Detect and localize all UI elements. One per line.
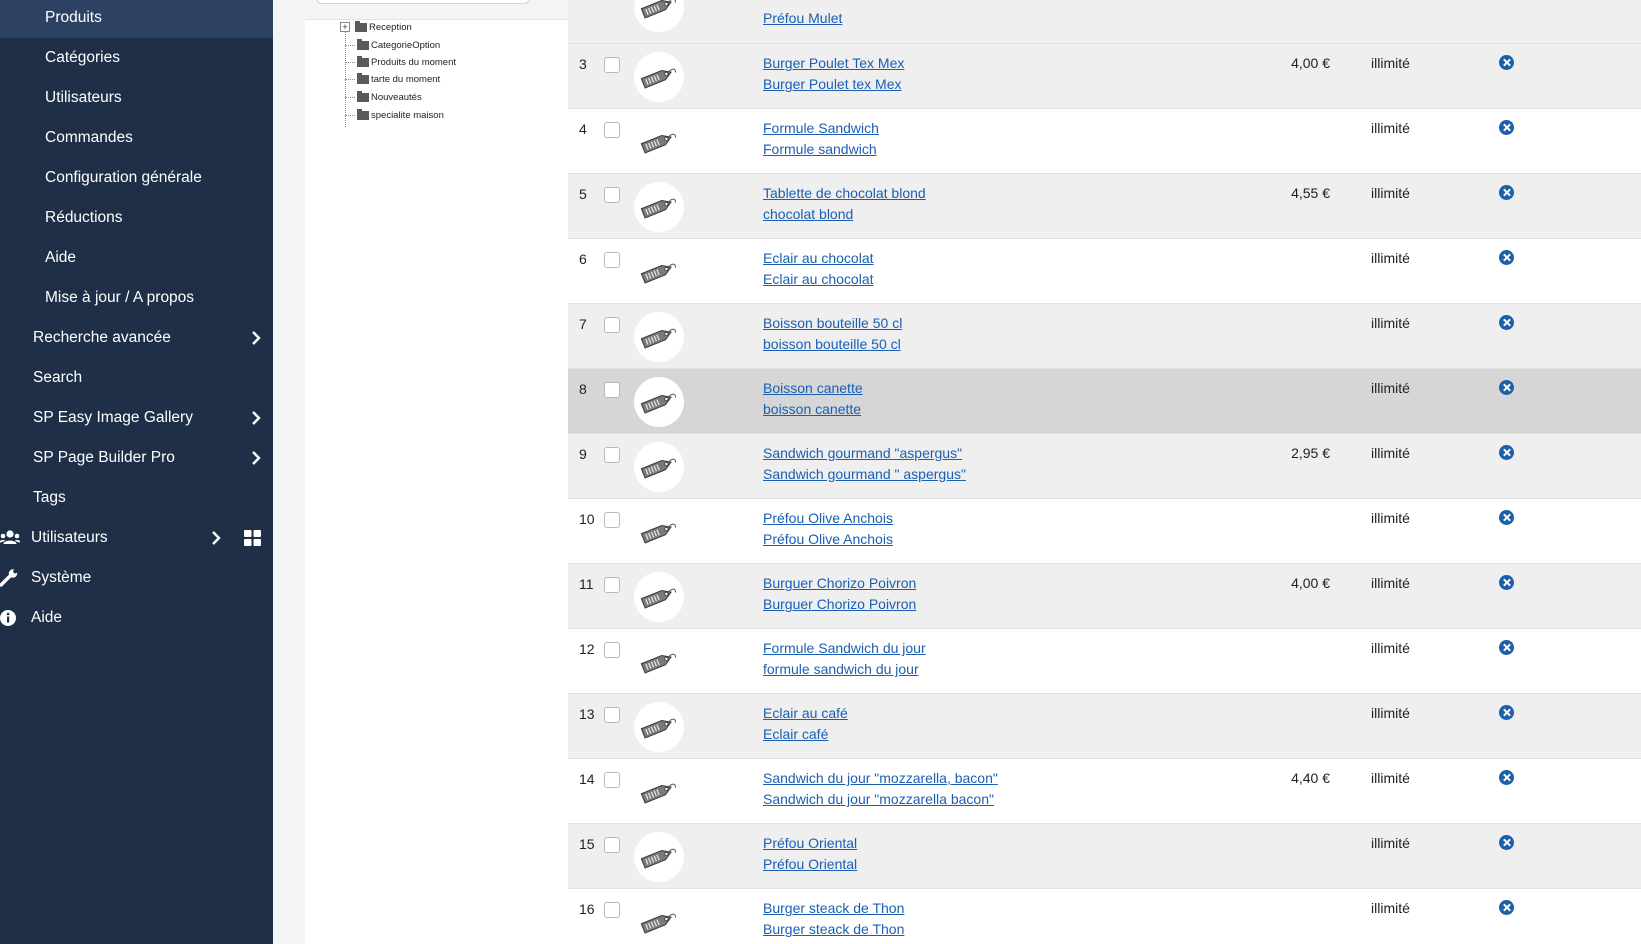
sidebar-section-label: Aide (31, 609, 63, 626)
product-name-link[interactable]: Préfou Oriental (763, 835, 858, 851)
table-row (568, 434, 1641, 499)
delete-icon[interactable] (1499, 900, 1514, 915)
row-checkbox[interactable] (604, 317, 620, 333)
row-checkbox[interactable] (604, 382, 620, 398)
tree-connector (345, 115, 355, 116)
folder-icon (357, 111, 369, 120)
product-name-link[interactable]: Tablette de chocolat blond (763, 185, 926, 201)
row-checkbox[interactable] (604, 837, 620, 853)
tree-item-label: Produits du moment (371, 56, 457, 68)
table-row (568, 824, 1641, 889)
chevron-right-icon (251, 410, 261, 426)
tree-connector (345, 79, 355, 80)
tree-item-reception[interactable] (335, 18, 412, 36)
row-checkbox[interactable] (604, 57, 620, 73)
wrench-icon (0, 569, 20, 587)
product-alias-link[interactable]: Burger steack de Thon (763, 921, 905, 937)
delete-icon[interactable] (1499, 250, 1514, 265)
main-area (273, 0, 1641, 944)
sidebar-item-reductions[interactable] (0, 198, 273, 238)
sidebar-item-label: Catégories (45, 49, 120, 66)
product-stock: illimité (1371, 510, 1410, 526)
product-name-link[interactable]: Sandwich du jour "mozzarella, bacon" (763, 770, 998, 786)
price-tag-icon (638, 0, 680, 21)
row-checkbox[interactable] (604, 512, 620, 528)
row-number: 15 (579, 836, 595, 852)
sidebar-section-label: Système (31, 569, 92, 586)
product-price: 4,00 € (1291, 575, 1330, 591)
price-tag-icon (638, 843, 680, 871)
product-alias-link[interactable]: Eclair café (763, 726, 829, 742)
delete-icon[interactable] (1499, 770, 1514, 785)
row-number: 5 (579, 186, 587, 202)
table-row (568, 564, 1641, 629)
product-thumbnail[interactable] (634, 832, 684, 882)
product-name-link[interactable]: Préfou Mulet (763, 10, 843, 26)
delete-icon[interactable] (1499, 185, 1514, 200)
product-name-link[interactable]: Eclair au chocolat (763, 250, 874, 266)
tree-connector (345, 45, 355, 46)
row-checkbox[interactable] (604, 122, 620, 138)
product-stock: illimité (1371, 575, 1410, 591)
search-input[interactable] (317, 0, 529, 4)
delete-icon[interactable] (1499, 55, 1514, 70)
table-row (568, 44, 1641, 109)
product-alias-link[interactable]: formule sandwich du jour (763, 661, 919, 677)
table-row (568, 239, 1641, 304)
table-row (568, 889, 1641, 944)
product-stock: illimité (1371, 55, 1410, 71)
product-name-link[interactable]: Formule Sandwich (763, 120, 879, 136)
product-alias-link[interactable]: Eclair au chocolat (763, 271, 874, 287)
delete-icon[interactable] (1499, 835, 1514, 850)
tree-item-tarte-du-moment[interactable] (335, 70, 440, 88)
sidebar-section-systeme[interactable] (0, 558, 273, 598)
sidebar-item-label: SP Easy Image Gallery (33, 409, 193, 426)
product-name-link[interactable]: Formule Sandwich du jour (763, 640, 926, 656)
product-alias-link[interactable]: Burguer Chorizo Poivron (763, 596, 917, 612)
sidebar-item-commandes[interactable] (0, 118, 273, 158)
product-name-link[interactable]: Préfou Olive Anchois (763, 510, 893, 526)
product-thumbnail[interactable] (634, 377, 684, 427)
sidebar-section-label: Utilisateurs (31, 529, 108, 546)
product-stock: illimité (1371, 250, 1410, 266)
sidebar-item-label: Configuration générale (45, 169, 202, 186)
product-price: 4,00 € (1291, 55, 1330, 71)
info-icon (0, 609, 20, 627)
chevron-right-icon (251, 450, 261, 466)
product-thumbnail[interactable] (634, 507, 684, 557)
sidebar-item-aide-sub[interactable] (0, 238, 273, 278)
price-tag-icon (638, 388, 680, 416)
sidebar-item-mise-a-jour[interactable] (0, 278, 273, 318)
price-tag-icon (638, 648, 680, 676)
price-tag-icon (638, 713, 680, 741)
product-thumbnail[interactable] (634, 897, 684, 944)
tree-item-categorieoption[interactable] (335, 36, 440, 54)
sidebar-item-produits[interactable] (0, 0, 273, 38)
sidebar-item-label: Tags (33, 489, 66, 506)
row-checkbox[interactable] (604, 707, 620, 723)
delete-icon[interactable] (1499, 575, 1514, 590)
tree-item-nouveautes[interactable] (335, 88, 422, 106)
table-row (568, 499, 1641, 564)
folder-icon (357, 58, 369, 67)
table-row (568, 759, 1641, 824)
row-checkbox[interactable] (604, 772, 620, 788)
expand-icon[interactable]: + (340, 22, 350, 32)
delete-icon[interactable] (1499, 510, 1514, 525)
row-checkbox[interactable] (604, 642, 620, 658)
price-tag-icon (638, 323, 680, 351)
product-thumbnail[interactable] (634, 702, 684, 752)
row-checkbox[interactable] (604, 252, 620, 268)
product-thumbnail[interactable] (634, 767, 684, 817)
sidebar-item-categories[interactable] (0, 38, 273, 78)
sidebar-item-utilisateurs[interactable] (0, 78, 273, 118)
table-row (568, 0, 1641, 44)
product-stock: illimité (1371, 120, 1410, 136)
product-thumbnail[interactable] (634, 182, 684, 232)
price-tag-icon (638, 778, 680, 806)
sidebar-item-search[interactable] (0, 358, 273, 398)
product-name-link[interactable]: Boisson canette (763, 380, 863, 396)
sidebar-item-label: Mise à jour / A propos (45, 289, 195, 306)
product-name-link[interactable]: Burger Poulet Tex Mex (763, 55, 905, 71)
product-thumbnail[interactable] (634, 52, 684, 102)
chevron-right-icon (211, 530, 221, 546)
table-row (568, 109, 1641, 174)
product-thumbnail[interactable] (634, 442, 684, 492)
product-alias-link[interactable]: Sandwich du jour "mozzarella bacon" (763, 791, 994, 807)
delete-icon[interactable] (1499, 445, 1514, 460)
sidebar-item-tags[interactable] (0, 478, 273, 518)
product-stock: illimité (1371, 900, 1410, 916)
row-checkbox[interactable] (604, 577, 620, 593)
price-tag-icon (638, 453, 680, 481)
delete-icon[interactable] (1499, 640, 1514, 655)
delete-icon[interactable] (1499, 120, 1514, 135)
row-number: 8 (579, 381, 587, 397)
product-name-link[interactable]: Boisson bouteille 50 cl (763, 315, 903, 331)
row-number: 14 (579, 771, 595, 787)
row-number: 6 (579, 251, 587, 267)
table-row (568, 304, 1641, 369)
product-name-link[interactable]: Burger steack de Thon (763, 900, 905, 916)
sidebar-item-label: Recherche avancée (33, 329, 171, 346)
row-number: 10 (579, 511, 595, 527)
product-name-link[interactable]: Burguer Chorizo Poivron (763, 575, 917, 591)
row-number: 9 (579, 446, 587, 462)
row-checkbox[interactable] (604, 902, 620, 918)
product-stock: illimité (1371, 835, 1410, 851)
table-row (568, 369, 1641, 434)
sidebar-section-utilisateurs[interactable] (0, 518, 273, 558)
product-stock: illimité (1371, 640, 1410, 656)
folder-icon (357, 75, 369, 84)
tree-item-specialite-maison[interactable] (335, 106, 444, 124)
sidebar-item-sp-page-builder-pro[interactable] (0, 438, 273, 478)
product-price: 4,40 € (1291, 770, 1330, 786)
tree-item-label: Nouveautés (371, 91, 422, 103)
product-stock: illimité (1371, 705, 1410, 721)
folder-icon (357, 41, 369, 50)
sidebar-item-configuration[interactable] (0, 158, 273, 198)
tree-item-produits-du-moment[interactable] (335, 53, 456, 71)
product-thumbnail[interactable] (634, 117, 684, 167)
users-icon (0, 529, 20, 547)
delete-icon[interactable] (1499, 380, 1514, 395)
row-number: 13 (579, 706, 595, 722)
delete-icon[interactable] (1499, 315, 1514, 330)
sidebar-item-label: Produits (45, 9, 102, 26)
price-tag-icon (638, 908, 680, 936)
product-alias-link[interactable]: Burger Poulet tex Mex (763, 76, 902, 92)
product-alias-link[interactable]: Préfou Oriental (763, 856, 858, 872)
product-thumbnail[interactable] (634, 247, 684, 297)
price-tag-icon (638, 128, 680, 156)
sidebar (0, 0, 273, 944)
sidebar-item-sp-easy-image-gallery[interactable] (0, 398, 273, 438)
sidebar-item-label: Search (33, 369, 83, 386)
row-checkbox[interactable] (604, 447, 620, 463)
price-tag-icon (638, 518, 680, 546)
sidebar-item-recherche-avancee[interactable] (0, 318, 273, 358)
product-name-link[interactable]: Eclair au café (763, 705, 848, 721)
tree-connector (345, 97, 355, 98)
product-price: 2,95 € (1291, 445, 1330, 461)
price-tag-icon (638, 258, 680, 286)
product-stock: illimité (1371, 770, 1410, 786)
sidebar-item-label: Réductions (45, 209, 123, 226)
product-stock: illimité (1371, 380, 1410, 396)
sidebar-section-aide[interactable] (0, 598, 273, 638)
product-thumbnail[interactable] (634, 637, 684, 687)
product-name-link[interactable]: Sandwich gourmand "aspergus" (763, 445, 963, 461)
product-alias-link[interactable]: Formule sandwich (763, 141, 877, 157)
product-alias-link[interactable]: Préfou Olive Anchois (763, 531, 893, 547)
sidebar-item-label: Aide (45, 249, 77, 266)
product-stock: illimité (1371, 445, 1410, 461)
product-alias-link[interactable]: Sandwich gourmand " aspergus" (763, 466, 966, 482)
table-row (568, 694, 1641, 759)
table-row (568, 629, 1641, 694)
sidebar-item-label: Commandes (45, 129, 133, 146)
dashboard-grid-icon[interactable] (244, 530, 261, 546)
tree-item-label: Reception (369, 21, 412, 33)
product-stock: illimité (1371, 315, 1410, 331)
row-number: 12 (579, 641, 595, 657)
folder-icon (357, 93, 369, 102)
table-row (568, 174, 1641, 239)
row-number: 11 (579, 576, 594, 592)
product-thumbnail[interactable] (634, 0, 684, 32)
row-number: 4 (579, 121, 587, 137)
sidebar-item-label: SP Page Builder Pro (33, 449, 175, 466)
tree-connector (345, 62, 355, 63)
product-thumbnail[interactable] (634, 572, 684, 622)
row-checkbox[interactable] (604, 187, 620, 203)
folder-icon (355, 23, 367, 32)
row-number: 16 (579, 901, 595, 917)
product-alias-link[interactable]: boisson canette (763, 401, 862, 417)
product-price: 4,55 € (1291, 185, 1330, 201)
tree-item-label: CategorieOption (371, 39, 441, 51)
chevron-right-icon (251, 330, 261, 346)
product-alias-link[interactable]: boisson bouteille 50 cl (763, 336, 901, 352)
product-stock: illimité (1371, 185, 1410, 201)
tree-item-label: tarte du moment (371, 73, 441, 85)
sidebar-item-label: Utilisateurs (45, 89, 122, 106)
delete-icon[interactable] (1499, 705, 1514, 720)
price-tag-icon (638, 583, 680, 611)
tree-item-label: specialite maison (371, 109, 444, 121)
price-tag-icon (638, 193, 680, 221)
product-thumbnail[interactable] (634, 312, 684, 362)
price-tag-icon (638, 63, 680, 91)
product-alias-link[interactable]: chocolat blond (763, 206, 854, 222)
row-number: 3 (579, 56, 587, 72)
row-number: 7 (579, 316, 587, 332)
category-tree (335, 18, 555, 128)
content-panel (305, 0, 1641, 944)
product-table (568, 0, 1641, 944)
